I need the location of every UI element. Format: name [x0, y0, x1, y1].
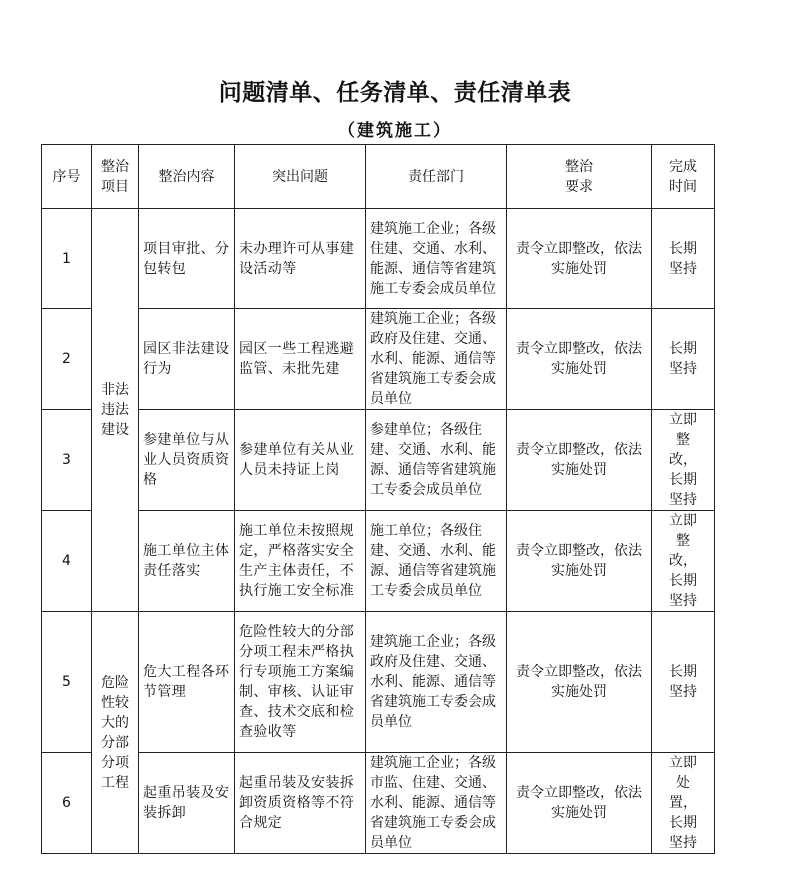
row-issue: 施工单位未按照规定，严格落实安全生产主体责任，不执行施工安全标准	[235, 511, 366, 612]
row-time: 立即整改，长期坚持	[652, 511, 715, 612]
header-time: 完成时间	[652, 145, 715, 209]
row-requirement: 责令立即整改，依法实施处罚	[507, 511, 652, 612]
row-requirement: 责令立即整改，依法实施处罚	[507, 753, 652, 854]
row-dept: 参建单位；各级住建、交通、水利、能源、通信等省建筑施工专委会成员单位	[366, 410, 507, 511]
row-issue: 未办理许可从事建设活动等	[235, 209, 366, 309]
row-time: 长期坚持	[652, 309, 715, 410]
row-requirement: 责令立即整改，依法实施处罚	[507, 410, 652, 511]
table-row	[42, 612, 715, 753]
table-row	[42, 309, 715, 410]
row-dept: 施工单位；各级住建、交通、水利、能源、通信等省建筑施工专委会成员单位	[366, 511, 507, 612]
row-dept: 建筑施工企业；各级政府及住建、交通、水利、能源、通信等省建筑施工专委会成员单位	[366, 612, 507, 753]
row-dept: 建筑施工企业；各级市监、住建、交通、水利、能源、通信等省建筑施工专委会成员单位	[366, 753, 507, 854]
row-content: 项目审批、分包转包	[139, 209, 235, 309]
row-requirement: 责令立即整改，依法实施处罚	[507, 309, 652, 410]
row-dept: 建筑施工企业；各级政府及住建、交通、水利、能源、通信等省建筑施工专委会成员单位	[366, 309, 507, 410]
table-row	[42, 209, 715, 309]
row-number: 1	[42, 209, 92, 309]
row-number: 2	[42, 309, 92, 410]
row-requirement: 责令立即整改，依法实施处罚	[507, 209, 652, 309]
page-title: 问题清单、任务清单、责任清单表	[218, 79, 572, 106]
row-issue: 园区一些工程逃避监管、未批先建	[235, 309, 366, 410]
header-item: 整治项目	[92, 145, 139, 209]
header-dept: 责任部门	[366, 145, 507, 209]
row-dept: 建筑施工企业；各级住建、交通、水利、能源、通信等省建筑施工专委会成员单位	[366, 209, 507, 309]
row-time: 长期坚持	[652, 209, 715, 309]
table-row	[42, 753, 715, 854]
table-header-row	[42, 145, 715, 209]
row-requirement: 责令立即整改，依法实施处罚	[507, 612, 652, 753]
header-req: 整治要求	[507, 145, 652, 209]
row-issue: 起重吊装及安装拆卸资质资格等不符合规定	[235, 753, 366, 854]
page-subtitle: （建筑施工）	[338, 121, 452, 141]
table-row	[42, 410, 715, 511]
row-issue: 参建单位有关从业人员未持证上岗	[235, 410, 366, 511]
header-seq: 序号	[42, 145, 92, 209]
row-issue: 危险性较大的分部分项工程未严格执行专项施工方案编制、审核、认证审查、技术交底和检查验收等	[235, 612, 366, 753]
category-cell: 非法违法建设	[92, 209, 139, 612]
header-issue: 突出问题	[235, 145, 366, 209]
row-content: 起重吊装及安装拆卸	[139, 753, 235, 854]
row-number: 3	[42, 410, 92, 511]
row-number: 6	[42, 753, 92, 854]
header-content: 整治内容	[139, 145, 235, 209]
row-number: 4	[42, 511, 92, 612]
table-row	[42, 511, 715, 612]
row-time: 立即整改，长期坚持	[652, 410, 715, 511]
row-content: 参建单位与从业人员资质资格	[139, 410, 235, 511]
row-content: 园区非法建设行为	[139, 309, 235, 410]
row-content: 施工单位主体责任落实	[139, 511, 235, 612]
row-time: 长期坚持	[652, 612, 715, 753]
row-time: 立即处置，长期坚持	[652, 753, 715, 854]
category-cell: 危险性较大的分部分项工程	[92, 612, 139, 854]
row-number: 5	[42, 612, 92, 753]
row-content: 危大工程各环节管理	[139, 612, 235, 753]
responsibility-table	[41, 144, 715, 854]
